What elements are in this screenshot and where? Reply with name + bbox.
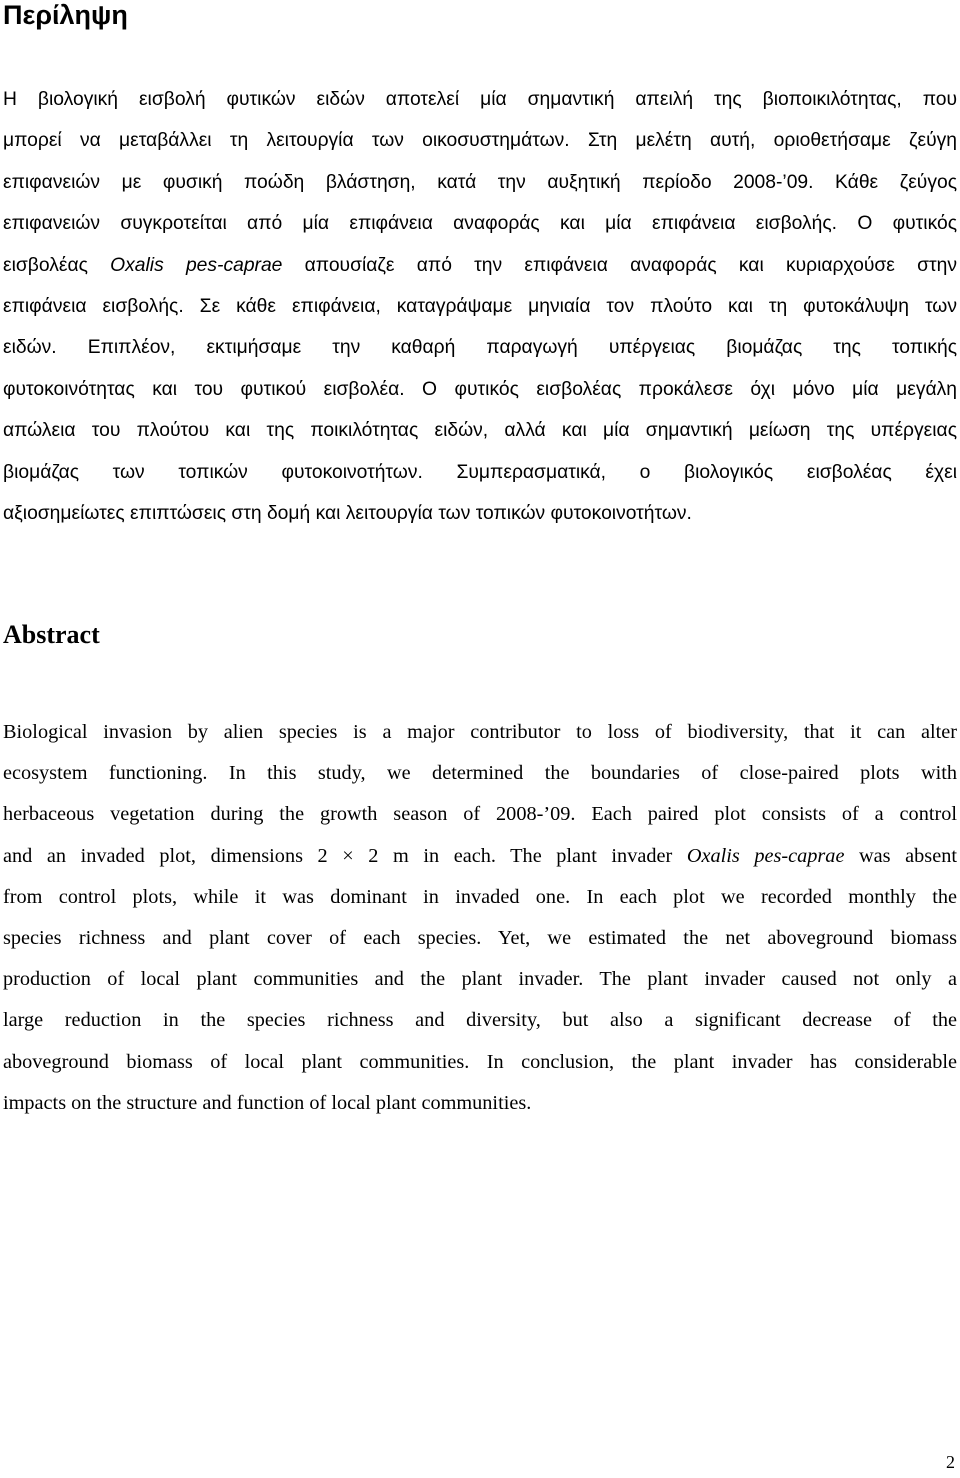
paragraph-line: απώλεια του πλούτου και της ποικιλότητας ειδών, αλλά και μία σημαντική μείωση της υπέργειας: [3, 420, 957, 442]
paragraph-line: επιφανειών με φυσική ποώδη βλάστηση, κατά την αυξητική περίοδο 2008-’09. Κάθε ζεύγος: [3, 171, 957, 193]
paragraph-line: αξιοσημείωτες επιπτώσεις στη δομή και λειτουργία των τοπικών φυτοκοινοτήτων.: [3, 503, 692, 525]
greek-abstract-paragraph: [3, 79, 957, 534]
english-abstract-paragraph: [3, 712, 957, 1124]
paragraph-line: species richness and plant cover of each species. Yet, we estimated the net aboveground biomass: [3, 927, 957, 950]
paragraph-line: aboveground biomass of local plant communities. In conclusion, the plant invader has considerable: [3, 1050, 957, 1073]
paragraph-line: φυτοκοινότητας και του φυτικού εισβολέα. Ο φυτικός εισβολέας προκάλεσε όχι μόνο μία μεγάλη: [3, 378, 957, 400]
paragraph-line: and an invaded plot, dimensions 2 × 2 m in each. The plant invader Oxalis pes-caprae was absent: [3, 844, 957, 867]
species-name-italic: Oxalis pes-caprae: [110, 254, 283, 276]
paragraph-line: production of local plant communities and the plant invader. The plant invader caused not only a: [3, 968, 957, 991]
paragraph-line: βιομάζας των τοπικών φυτοκοινοτήτων. Συμπερασματικά, ο βιολογικός εισβολέας έχει: [3, 461, 957, 483]
paragraph-line: μπορεί να μεταβάλλει τη λειτουργία των οικοσυστημάτων. Στη μελέτη αυτή, οριοθετήσαμε ζεύγη: [3, 130, 957, 152]
paragraph-line: ecosystem functioning. In this study, we determined the boundaries of close-paired plots with: [3, 762, 957, 785]
paragraph-line: impacts on the structure and function of local plant communities.: [3, 1091, 532, 1114]
english-abstract-heading: Abstract: [3, 620, 100, 649]
greek-abstract-heading: Περίληψη: [3, 0, 128, 30]
paragraph-line: επιφανειών συγκροτείται από μία επιφάνεια αναφοράς και μία επιφάνεια εισβολής. Ο φυτικός: [3, 213, 957, 235]
species-name-italic: Oxalis pes-caprae: [686, 844, 845, 867]
page-number: 2: [946, 1452, 955, 1472]
paragraph-line: large reduction in the species richness and diversity, but also a significant decrease of the: [3, 1009, 957, 1032]
paragraph-line: εισβολέας Oxalis pes-caprae απουσίαζε από την επιφάνεια αναφοράς και κυριαρχούσε στην: [3, 254, 957, 276]
paragraph-line: from control plots, while it was dominant in invaded one. In each plot we recorded monthly the: [3, 885, 957, 908]
paragraph-line: ειδών. Επιπλέον, εκτιμήσαμε την καθαρή παραγωγή υπέργειας βιομάζας της τοπικής: [3, 337, 957, 359]
paragraph-line: herbaceous vegetation during the growth season of 2008-’09. Each paired plot consists of a control: [3, 803, 957, 826]
paragraph-line: επιφάνεια εισβολής. Σε κάθε επιφάνεια, καταγράψαμε μηνιαία τον πλούτο και τη φυτοκάλυψη των: [3, 296, 957, 318]
paragraph-line: Η βιολογική εισβολή φυτικών ειδών αποτελεί μία σημαντική απειλή της βιοποικιλότητας, που: [3, 89, 957, 110]
paragraph-line: Biological invasion by alien species is a major contributor to loss of biodiversity, that it can alter: [3, 721, 957, 743]
